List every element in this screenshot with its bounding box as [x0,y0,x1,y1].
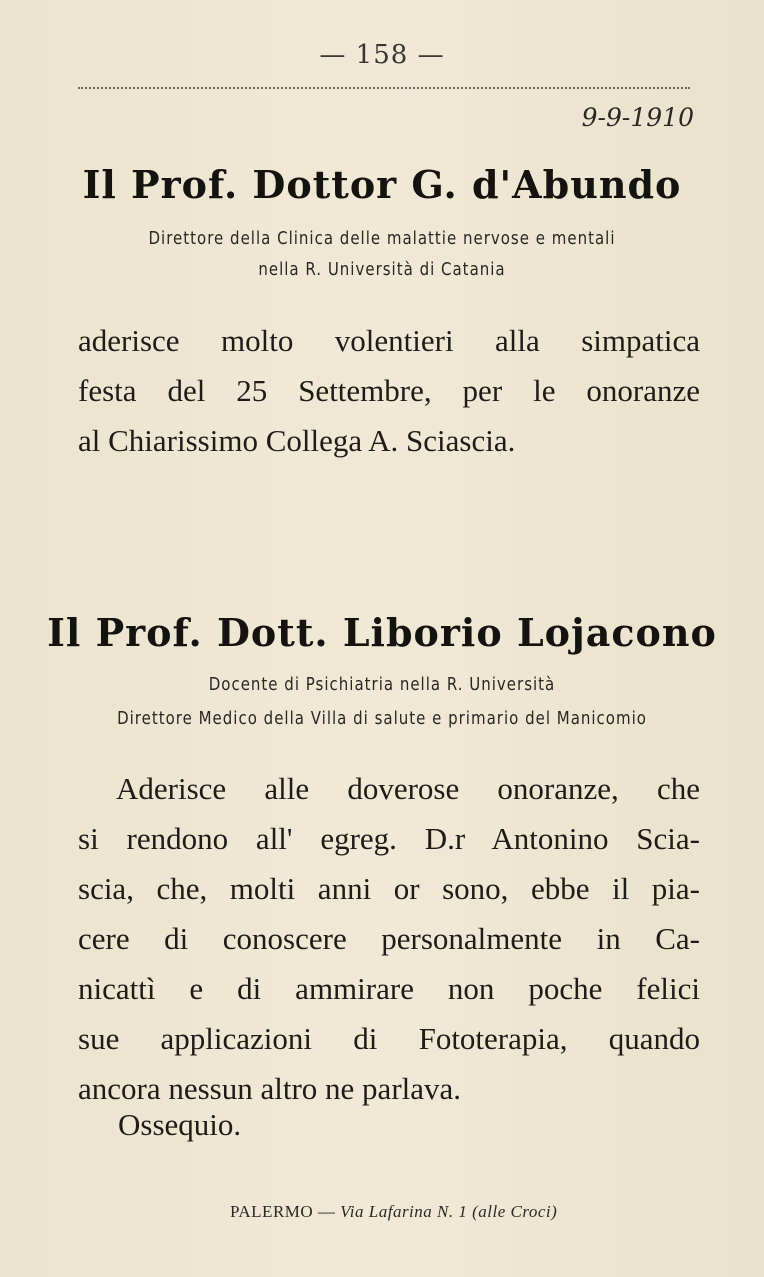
section2-body-line: scia, che, molti anni or sono, ebbe il pia- [78,871,700,906]
section2-heading: Il Prof. Dott. Liborio Lojacono [47,610,717,655]
footer-city: PALERMO — [230,1202,336,1221]
section2-body-line: ancora nessun altro ne parlava. [78,1071,462,1106]
printer-footer [230,1202,557,1222]
letter-date: 9-9-1910 [581,103,694,132]
section1-body-line: festa del 25 Settembre, per le onoranze [78,373,700,408]
footer-address: Via Lafarina N. 1 (alle Croci) [340,1202,558,1221]
section1-body-line: al Chiarissimo Collega A. Sciascia. [78,423,516,458]
section2-body-line: Aderisce alle doverose onoranze, che [116,771,700,806]
section1-subtitle-line2: nella R. Università di Catania [258,258,506,280]
section2-body-line: si rendono all' egreg. D.r Antonino Scia- [78,821,700,856]
section1-body [78,316,700,466]
header-divider [78,87,690,89]
section2-subtitle-line1: Docente di Psichiatria nella R. Università [208,673,556,695]
section1-heading: Il Prof. Dottor G. d'Abundo [82,162,682,207]
section2-body-line: sue applicazioni di Fototerapia, quando [78,1021,700,1056]
section2-body-line: cere di conoscere personalmente in Ca- [78,921,700,956]
section2-body [78,764,700,1114]
section2-subtitle-line2: Direttore Medico della Villa di salute e primario del Manicomio [117,707,647,729]
section1-body-line: aderisce molto volentieri alla simpatica [78,323,700,358]
section2-body-line: nicattì e di ammirare non poche felici [78,971,700,1006]
section2-closing: Ossequio. [118,1107,242,1142]
page-number: — 158 — [319,40,445,70]
section1-subtitle-line1: Direttore della Clinica delle malattie nervose e mentali [148,227,616,249]
